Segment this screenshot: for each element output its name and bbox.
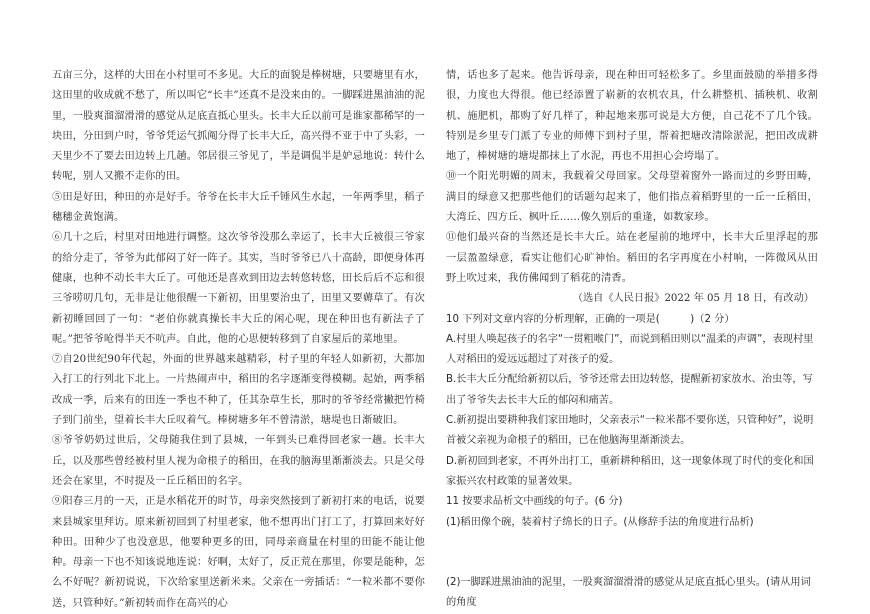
question-11-sub-1: (1)稻田像个碗，装着村子绵长的日子。(从修辞手法的角度进行品析) <box>446 516 754 528</box>
question-10-option-a: A.村里人唤起孩子的名字“一贯粗喉门”，而说到稻田则以“温柔的声调”，表现村里人对稻田的爱远远超过了对孩子的爱。 <box>446 333 814 366</box>
answer-space <box>446 533 818 573</box>
question-11-stem: 11 按要求品析文中画线的句子。(6 分) <box>446 496 623 508</box>
article-paragraph-4: 五亩三分，这样的大田在小村里可不多见。大丘的面貌是棒树塘，只要塘里有水，这田里的收成就不愁了，所以叫它“长丰”还真不是没来由的。一脚踩进黑油油的泥里，一股爽溜溜滑滑的感觉从足底直抵心里头。长丰大丘以前可是谁家都稀罕的一块田，分田到户时，爷爷凭运气抓阄分得了长丰大丘，高兴得不亚于中了头彩，一天里少不了要去田边转上几趟。邻居很三爷见了，半是调侃半是妒忌地说：转什么转呢，别人又搬不走你的田。 <box>52 70 425 183</box>
article-paragraph-6: ⑥几十之后，村里对田地进行调整。这次爷爷没那么幸运了，长丰大丘被很三爷家的给分走了，爷爷为此郁闷了好一阵子。其实，当时爷爷已八十高龄，即便身体再健康，也种不动长丰大丘了。可他还是喜欢到田边去转悠转悠，田长后后不忘和很三爷唠叨几句，无非是让他很醒一下新初，田里要治虫了，田里又要薅草了。有次新初睡回回了一句：“老伯你就真操长丰大丘的闲心呢，现在种田也有新法子了呢。”把爷爷呛得半天不吭声。自此，他的心思便转移到了自家屋后的菜地里。 <box>52 232 425 345</box>
article-paragraph-7: ⑦自20世纪90年代起，外面的世界越来越精彩，村子里的年轻人如新初，大都加入打工的行列北下北上。一片热闹声中，稻田的名字逐渐变得模糊。起始，两季稻改成一季，后来有的田连一季也不种了，任其杂草生长，那时的爷爷经常撇把竹椅子到门前坐，望着长丰大丘叹着气。棒树塘多年不曾清淤，塘堤也日渐破旧。 <box>52 354 425 427</box>
article-source: （选自《人民日报》2022 年 05 月 18 日，有改动） <box>572 293 814 305</box>
question-10-option-b: B.长丰大丘分配给新初以后，爷爷还常去田边转悠，提醒新初家放水、治虫等，写出了爷爷失去长丰大丘的郁闷和痛苦。 <box>446 374 813 406</box>
question-10-option-c: C.新初提出要耕种我们家田地时，父亲表示“一粒米都不要你送，只管种好”，说明首被父亲视为命根子的稻田，已在他脑海里渐渐淡去。 <box>446 415 814 447</box>
question-10-stem: 10 下列对文章内容的分析理解，正确的一项是( )（2 分） <box>446 313 735 325</box>
right-column <box>446 66 818 613</box>
article-paragraph-11: ⑪他们最兴奋的当然还是长丰大丘。站在老屋前的地坪中，长丰大丘里浮起的那一层盈盈绿意，看实让他们心旷神怡。稻田的名字再度在小村响，一阵微风从田野上吹过来，我仿佛闻到了稻花的清香。 <box>446 232 818 284</box>
article-paragraph-5: ⑤田是好田，种田的亦是好手。爷爷在长丰大丘千锤风生水起，一年两季里，稻子穗穗金黄饱满。 <box>52 191 425 224</box>
article-paragraph-10: ⑩一个阳光明媚的周末，我载着父母回家。父母望着窗外一路而过的乡野田畴，满目的绿意又把那些他们的话题勾起来了，他们指点着稻野里的一丘一丘稻田，大湾丘、四方丘、枫叶丘……像久别后的重逢，如数家珍。 <box>446 171 818 224</box>
article-paragraph-9: ⑨阳春三月的一天，正是水稻花开的时节，母亲突然接到了新初打来的电话，说要来县城家里拜访。原来新初回到了村里老家，他不想再出门打工了，打算回来好好种田。田种少了也没意思，他要种更多的田，同母亲商量在村里的田能不能让他种。母亲一下也不知该说地连说：好啊，太好了，反正荒在那里，你要是能种，怎么不好呢？新初说说，下次给家里送新米来。父亲在一旁插话：“一粒米都不要你送，只管种好。”新初转而作在高兴的心 <box>52 496 425 609</box>
article-paragraph-9-cont: 情，话也多了起来。他告诉母亲，现在种田可轻松多了。乡里面鼓励的举措多得很，力度也大得很。他已经添置了崭新的农机农具，什么耕整机、插秧机、收割机、施肥机，都购了好几样了，种起地来那可说是大方便，自己花不了几个钱。特别是乡里专门派了专业的师傅下到村子里，帮着把塘改清除淤泥，把田改成耕地了，棒树塘的塘堤都抹上了水泥，再也不用担心会垮塌了。 <box>446 70 818 163</box>
question-10-option-d: D.新初回到老家，不再外出打工，重新耕种稻田，这一现象体现了时代的变化和国家振兴农村政策的显著效果。 <box>446 455 814 487</box>
question-11-sub-2: (2)一脚踩进黑油油的泥里，一股爽溜溜滑滑的感觉从足底直抵心里头。(请从用词的角度 <box>446 576 811 609</box>
article-paragraph-8: ⑧爷爷奶奶过世后，父母随我住到了县城，一年到头已难得回老家一趟。长丰大丘，以及那些曾经被村里人视为命根子的稻田，在我的脑海里渐渐淡去。只是父母还会在家里，不时提及一丘丘稻田的名字。 <box>52 435 425 487</box>
left-column <box>52 66 425 614</box>
